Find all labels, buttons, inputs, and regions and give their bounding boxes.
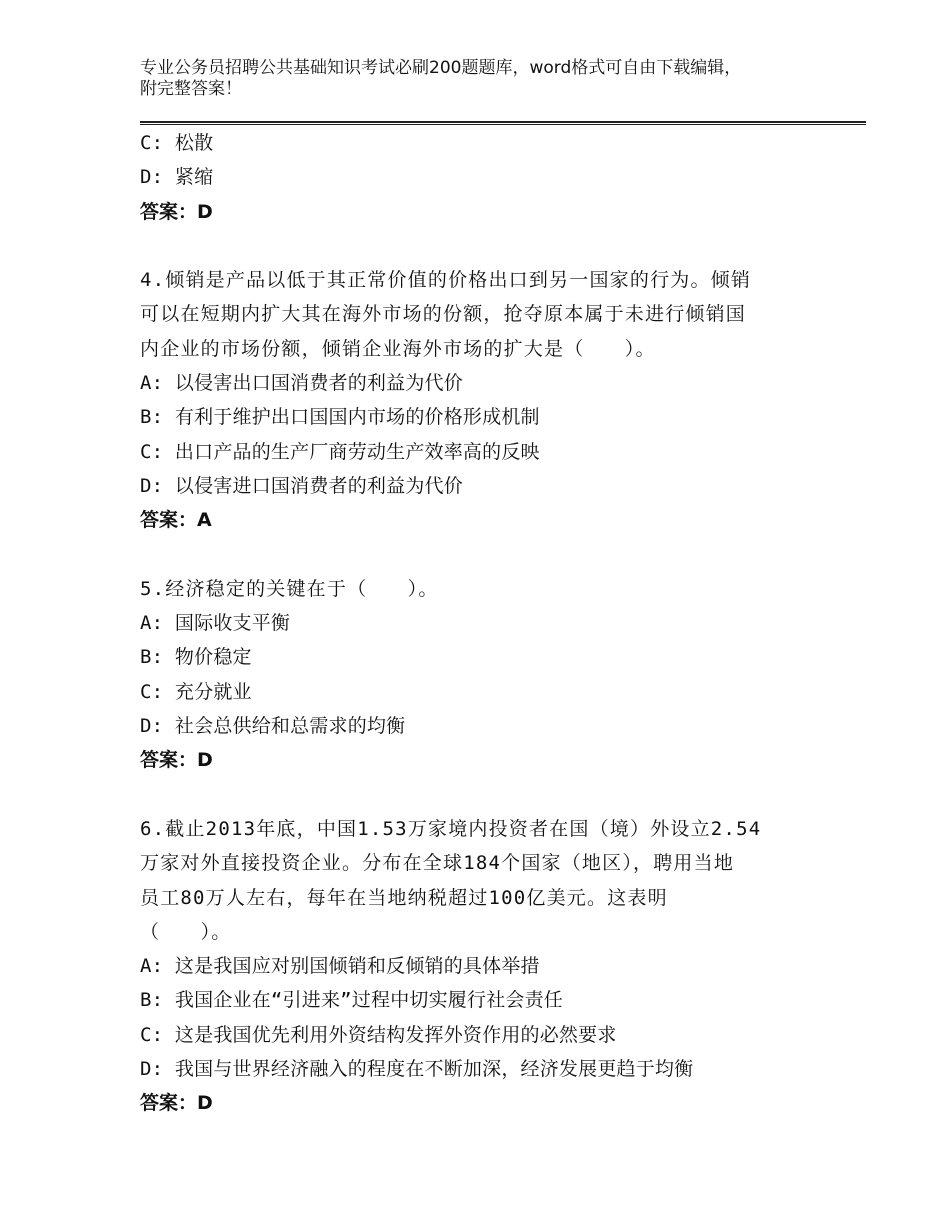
spacer bbox=[140, 229, 866, 263]
option-d: D: 社会总供给和总需求的均衡 bbox=[140, 715, 406, 738]
answer-line: 答案：D bbox=[140, 1092, 213, 1115]
option-d: D: 紧缩 bbox=[140, 166, 214, 189]
option-b: B: 物价稳定 bbox=[140, 646, 252, 669]
question-stem-line: 4.倾销是产品以低于其正常价值的价格出口到另一国家的行为。倾销 bbox=[140, 269, 752, 292]
header-divider bbox=[140, 121, 866, 125]
option-a: A: 国际收支平衡 bbox=[140, 612, 291, 635]
option-b: B: 有利于维护出口国国内市场的价格形成机制 bbox=[140, 406, 540, 429]
option-d: D: 以侵害进口国消费者的利益为代价 bbox=[140, 474, 463, 497]
question-stem-line: 6.截止2013年底，中国1.53万家境内投资者在国（境）外设立2.54 bbox=[140, 817, 762, 840]
spacer bbox=[140, 778, 866, 812]
option-c: C: 出口产品的生产厂商劳动生产效率高的反映 bbox=[140, 440, 540, 463]
option-c: C: 这是我国优先利用外资结构发挥外资作用的必然要求 bbox=[140, 1023, 617, 1046]
option-a: A: 以侵害出口国消费者的利益为代价 bbox=[140, 372, 463, 395]
question-4 bbox=[140, 263, 866, 537]
page-header bbox=[140, 58, 866, 100]
header-line-2: 附完整答案！ bbox=[140, 79, 242, 99]
question-content bbox=[140, 126, 866, 1121]
question-stem-line: （ ）。 bbox=[140, 920, 232, 943]
question-stem-line: 5.经济稳定的关键在于（ ）。 bbox=[140, 577, 439, 600]
question-stem-line: 可以在短期内扩大其在海外市场的份额，抢夺原本属于未进行倾销国 bbox=[140, 303, 747, 326]
question-3-fragment bbox=[140, 126, 866, 229]
option-c: C: 充分就业 bbox=[140, 680, 252, 703]
question-stem-line: 员工80万人左右，每年在当地纳税超过100亿美元。这表明 bbox=[140, 886, 668, 909]
answer-line: 答案：D bbox=[140, 200, 213, 223]
option-b: B: 我国企业在“引进来”过程中切实履行社会责任 bbox=[140, 989, 563, 1012]
option-c: C: 松散 bbox=[140, 132, 214, 154]
question-stem-line: 内企业的市场份额，倾销企业海外市场的扩大是（ ）。 bbox=[140, 337, 656, 360]
spacer bbox=[140, 538, 866, 572]
option-a: A: 这是我国应对别国倾销和反倾销的具体举措 bbox=[140, 955, 540, 978]
question-stem-line: 万家对外直接投资企业。分布在全球184个国家（地区），聘用当地 bbox=[140, 852, 735, 875]
option-d: D: 我国与世界经济融入的程度在不断加深，经济发展更趋于均衡 bbox=[140, 1058, 694, 1081]
answer-line: 答案：A bbox=[140, 509, 212, 532]
question-6 bbox=[140, 812, 866, 1121]
answer-line: 答案：D bbox=[140, 749, 213, 772]
header-line-1: 专业公务员招聘公共基础知识考试必刷200题题库，word格式可自由下载编辑， bbox=[140, 58, 742, 78]
question-5 bbox=[140, 572, 866, 778]
